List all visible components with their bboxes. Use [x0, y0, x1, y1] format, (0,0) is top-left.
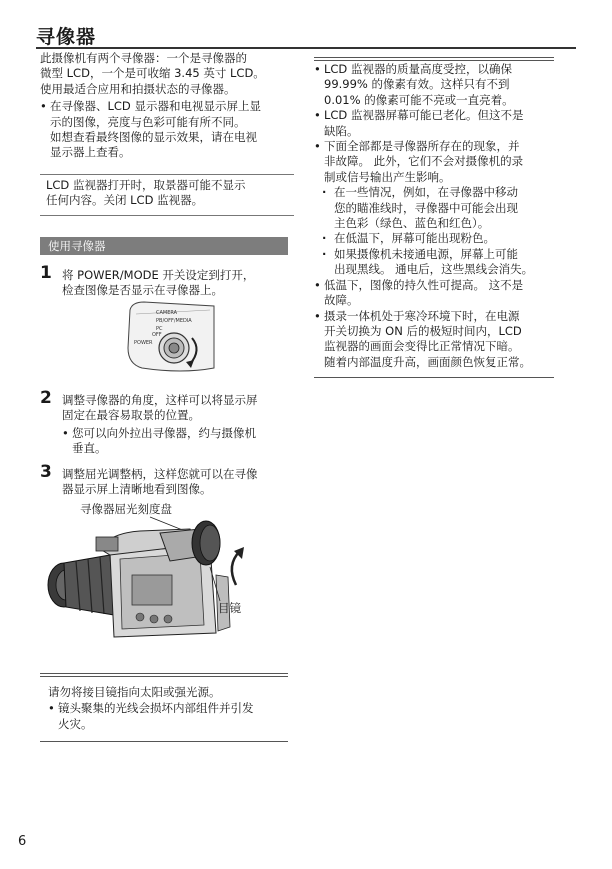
bullet-line: 下面全部都是寻像器所存在的现象，并: [324, 139, 520, 154]
bullet-line: 开关切换为 ON 后的极短时间内，LCD: [324, 323, 522, 338]
bullet-line: 您可以向外拉出寻像器，约与摄像机: [72, 425, 256, 440]
diopter-caption: 寻像器屈光刻度盘: [80, 502, 172, 516]
bullet-line: LCD 监视器屏幕可能已老化。但这不是: [324, 108, 524, 123]
step-text: [62, 393, 288, 457]
intro-line: 此摄像机有两个寻像器：一个是寻像器的: [40, 51, 247, 65]
bullet-line: 低温下，图像的持久性可提高。 这不是: [324, 277, 524, 292]
warning-bottom-rule: [40, 741, 288, 742]
step-line: 器显示屏上清晰地看到图像。: [62, 482, 212, 497]
note-sub-item: [314, 231, 554, 246]
camcorder-illustration: [40, 515, 270, 655]
note-bullet: [314, 139, 554, 185]
switch-label-power: POWER: [134, 340, 153, 346]
bullet-line: 99.99% 的像素有效。这样只有不到: [324, 77, 510, 92]
bullet-line: 示的图像，亮度与色彩可能有所不同。: [50, 114, 246, 129]
note-line: 任何内容。关闭 LCD 监视器。: [46, 193, 204, 208]
step-number: 3: [40, 462, 52, 482]
step-line: 调整寻像器的角度，这样可以将显示屏: [62, 393, 258, 407]
bullet-line: 0.01% 的像素可能不亮或一直亮着。: [324, 92, 514, 107]
bullet-line: 镜头聚集的光线会损坏内部组件并引发: [58, 701, 254, 716]
page-title: 寻像器: [36, 26, 97, 48]
note-bullet: [314, 309, 554, 371]
step-text: [62, 467, 288, 498]
note-sub-item: [314, 185, 554, 231]
intro-line: 微型 LCD，一个是可收缩 3.45 英寸 LCD。: [40, 66, 265, 81]
sub-line: 您的瞄准线时，寻像器中可能会出现: [334, 200, 518, 215]
title-rule: [36, 47, 576, 49]
note-bullet: [314, 62, 554, 108]
note-sub-item: [314, 247, 554, 278]
warning-box: [40, 673, 288, 732]
step-number: 1: [40, 263, 52, 283]
warning-heading: 请勿将接目镜指向太阳或强光源。: [48, 685, 221, 699]
warning-bullet: [48, 701, 288, 732]
bullet-line: LCD 监视器的质量高度受控，以确保: [324, 62, 512, 76]
bullet-line: 缺陷。: [324, 123, 359, 138]
step-text: [62, 268, 288, 299]
switch-label-off: OFF: [152, 332, 162, 338]
intro-bullet: [40, 99, 290, 161]
right-rule: [314, 377, 554, 378]
bullet-line: 垂直。: [72, 441, 107, 456]
switch-label-camera: CAMERA: [156, 310, 178, 316]
sub-line: 主色彩（绿色、蓝色和红色）。: [334, 216, 490, 231]
bullet-line: 如想查看最终图像的显示效果，请在电视: [50, 130, 257, 145]
bullet-line: 火灾。: [58, 716, 93, 731]
warning-rule: [40, 676, 288, 677]
notes-column: [314, 62, 554, 370]
page-number: 6: [18, 834, 27, 849]
section-heading: 使用寻像器: [40, 237, 288, 255]
sub-line: 出现黑线。 通电后，这些黑线会消失。: [334, 262, 534, 277]
step-line: 检查图像是否显示在寻像器上。: [62, 283, 223, 298]
step-line: 固定在最容易取景的位置。: [62, 408, 200, 423]
bullet-line: 非故障。 此外，它们不会对摄像机的录: [324, 154, 524, 169]
bullet-line: 摄录一体机处于寒冷环境下时，在电源: [324, 308, 520, 323]
sub-line: 在一些情况，例如，在寻像器中移动: [334, 185, 518, 200]
bullet-line: 在寻像器、LCD 显示器和电视显示屏上显: [50, 99, 261, 114]
step-line: 调整屈光调整柄，这样您就可以在寻像: [62, 467, 258, 481]
bullet-line: 显示器上查看。: [50, 145, 131, 160]
intro-block: [40, 51, 290, 161]
bullet-line: 故障。: [324, 293, 359, 308]
note-bullet: [314, 108, 554, 139]
intro-line: 使用最适合应用和拍摄状态的寻像器。: [40, 81, 236, 96]
power-switch-illustration: [122, 298, 222, 376]
sub-line: 在低温下，屏幕可能出现粉色。: [334, 231, 495, 246]
step-bullet: [62, 426, 288, 457]
right-rule: [314, 60, 554, 61]
step-number: 2: [40, 388, 52, 408]
warning-body: [40, 677, 288, 732]
sub-line: 如果摄像机未接通电源，屏幕上可能: [334, 246, 518, 261]
switch-label-pb: PB/OFF/MEDIA: [156, 318, 192, 324]
note-line: LCD 监视器打开时，取景器可能不显示: [46, 178, 246, 192]
switch-label-pc: PC: [156, 326, 163, 332]
right-rule: [314, 57, 554, 58]
bullet-line: 随着内部温度升高，画面颜色恢复正常。: [324, 354, 531, 369]
intro-paragraph: [40, 51, 290, 97]
note-box: [40, 174, 294, 216]
bullet-line: 监视器的画面会变得比正常情况下暗。: [324, 339, 520, 354]
step-line: 将 POWER/MODE 开关设定到打开，: [62, 268, 255, 282]
note-bullet: [314, 278, 554, 309]
bullet-line: 制或信号输出产生影响。: [324, 169, 451, 184]
eyepiece-caption: 目镜: [218, 601, 241, 615]
